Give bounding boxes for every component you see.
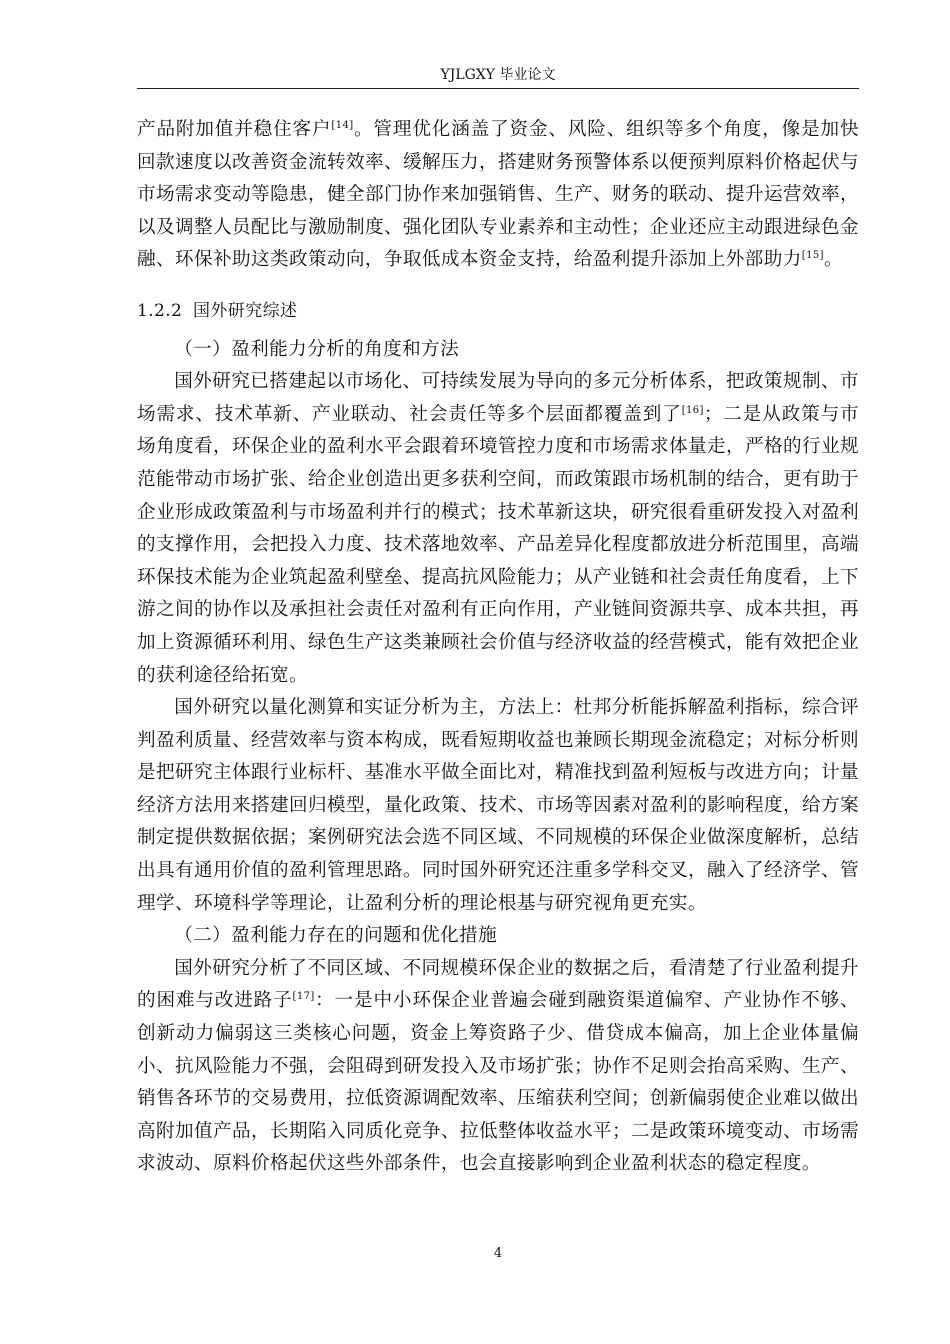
paragraph-2: 国外研究已搭建起以市场化、可持续发展为导向的多元分析体系，把政策规制、市场需求、技术革新、产业联动、社会责任等多个层面都覆盖到了[16]；二是从政策与市场角度看，环保企业的盈利水平会跟着环境管控力度和市场需求体量走，严格的行业规范能带动市场扩张、给企业创造出更多获利空间，而政策跟市场机制的结合，更有助于企业形成政策盈利与市场盈利并行的模式；技术革新这块，研究很看重研发投入对盈利的支撑作用，会把投入力度、技术落地效率、产品差异化程度都放进分析范围里，高端环保技术能为企业筑起盈利壁垒、提高抗风险能力；从产业链和社会责任角度看，上下游之间的协作以及承担社会责任对盈利有正向作用，产业链间资源共享、成本共担，再加上资源循环利用、绿色生产这类兼顾社会价值与经济收益的经营模式，能有效把企业的获利途径给拓宽。 bbox=[137, 371, 860, 686]
section-title: 国外研究综述 bbox=[193, 300, 298, 321]
section-heading bbox=[137, 295, 859, 328]
citation-17: [17] bbox=[292, 991, 315, 1003]
body-text bbox=[137, 114, 859, 1181]
citation-14: [14] bbox=[331, 119, 354, 131]
section-number: 1.2.2 bbox=[137, 300, 183, 321]
paragraph-4: 国外研究分析了不同区域、不同规模环保企业的数据之后，看清楚了行业盈利提升的困难与改进路子[17]：一是中小环保企业普遍会碰到融资渠道偏窄、产业协作不够、创新动力偏弱这三类核心问题，资金上筹资路子少、借贷成本偏高，加上企业体量偏小、抗风险能力不强，会阻碍到研发投入及市场扩张；协作不足则会抬高采购、生产、销售各环节的交易费用，拉低资源调配效率、压缩获利空间；创新偏弱使企业难以做出高附加值产品，长期陷入同质化竞争、拉低整体收益水平；二是政策环境变动、市场需求波动、原料价格起伏这些外部条件，也会直接影响到企业盈利状态的稳定程度。 bbox=[137, 957, 860, 1175]
citation-16: [16] bbox=[681, 404, 704, 416]
paragraph-1: 产品附加值并稳住客户[14]。管理优化涵盖了资金、风险、组织等多个角度，像是加快回款速度以改善资金流转效率、缓解压力，搭建财务预警体系以便预判原料价格起伏与市场需求变动等隐患，健全部门协作来加强销售、生产、财务的联动、提升运营效率，以及调整人员配比与激励制度、强化团队专业素养和主动性；企业还应主动跟进绿色金融、环保补助这类政策动向，争取低成本资金支持，给盈利提升添加上外部助力[15]。 bbox=[137, 119, 859, 271]
subsection-heading-2: （二）盈利能力存在的问题和优化措施 bbox=[174, 925, 498, 947]
paragraph-3: 国外研究以量化测算和实证分析为主，方法上：杜邦分析能拆解盈利指标，综合评判盈利质量、经营效率与资本构成，既看短期收益也兼顾长期现金流稳定；对标分析则是把研究主体跟行业标杆、基准水平做全面比对，精准找到盈利短板与改进方向；计量经济方法用来搭建回归模型，量化政策、技术、市场等因素对盈利的影响程度，给方案制定提供数据依据；案例研究法会选不同区域、不同规模的环保企业做深度解析，总结出具有通用价值的盈利管理思路。同时国外研究还注重多学科交叉，融入了经济学、管理学、环境科学等理论，让盈利分析的理论根基与研究视角更充实。 bbox=[137, 697, 859, 914]
header-title: YJLGXY 毕业论文 bbox=[440, 67, 556, 83]
citation-15: [15] bbox=[801, 250, 824, 262]
subsection-heading-1: （一）盈利能力分析的角度和方法 bbox=[174, 338, 460, 360]
page-header bbox=[137, 62, 859, 89]
page-number: 4 bbox=[493, 1246, 503, 1261]
